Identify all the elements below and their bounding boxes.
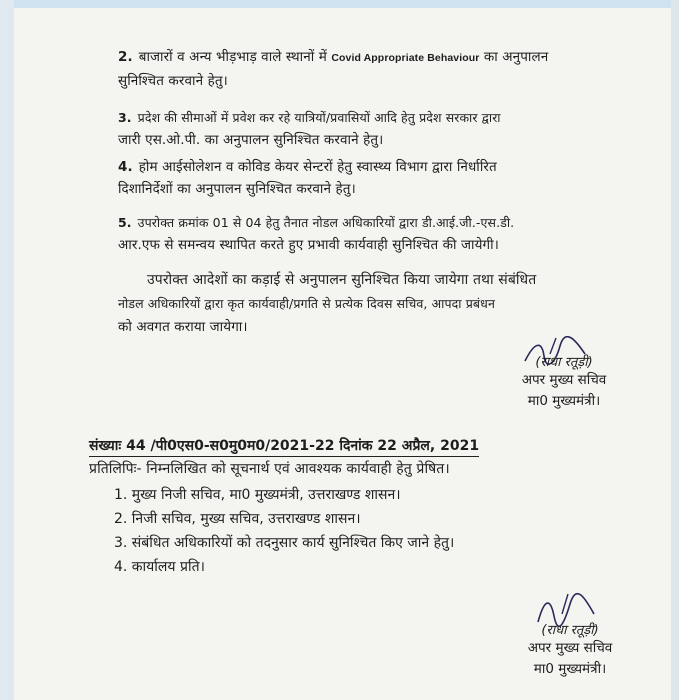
signature-2-office: मा0 मुख्यमंत्री। (533, 661, 607, 677)
copy-list-item-3: 3. संबंधित अधिकारियों को तदनुसार कार्य सुनिश्चित किए जाने हेतु। (114, 535, 455, 551)
closing-line-3: को अवगत कराया जायेगा। (118, 319, 248, 335)
point-5-text: उपरोक्त क्रमांक 01 से 04 हेतु तैनात नोडल अधिकारियों द्वारा डी.आई.जी.-एस.डी. (137, 215, 515, 230)
copy-list-item-1: 1. मुख्य निजी सचिव, मा0 मुख्यमंत्री, उत्तराखण्ड शासन। (114, 487, 401, 503)
point-5-number: 5. (118, 215, 132, 230)
point-3-number: 3. (118, 110, 132, 125)
signature-2-title: अपर मुख्य सचिव (527, 640, 613, 656)
photo-border-left (0, 0, 14, 700)
reference-number-line: संख्याः 44 /पी0एस0-स0मु0म0/2021-22 दिनांक 22 अप्रैल, 2021 (89, 436, 479, 457)
point-2-text-pre: बाजारों व अन्य भीड़भाड़ वाले स्थानों में (138, 49, 327, 65)
signature-1-office: मा0 मुख्यमंत्री। (527, 393, 601, 409)
copy-intro: प्रतिलिपिः- निम्नलिखित को सूचनार्थ एवं आवश्यक कार्यवाही हेतु प्रेषित। (89, 461, 450, 477)
point-3-text: प्रदेश की सीमाओं में प्रवेश कर रहे यात्रियों/प्रवासियों आदि हेतु प्रदेश सरकार द्वारा (137, 110, 501, 125)
point-3-line-1 (118, 109, 501, 127)
point-3-line-2: जारी एस.ओ.पी. का अनुपालन सुनिश्चित करवाने हेतु। (118, 132, 384, 148)
closing-line-2: नोडल अधिकारियों द्वारा कृत कार्यवाही/प्रगति से प्रत्येक दिवस सचिव, आपदा प्रबंधन (118, 296, 495, 311)
photo-border-top (0, 0, 679, 8)
signature-2-name: (राधा रतूड़ी) (541, 623, 599, 638)
point-4-number: 4. (118, 159, 133, 175)
point-4-line-1 (118, 158, 497, 176)
signature-1-name: (राधा रतूड़ी) (535, 355, 593, 370)
point-2-latin-phrase: Covid Appropriate Behaviour (331, 52, 480, 64)
closing-line-1: उपरोक्त आदेशों का कड़ाई से अनुपालन सुनिश्चित किया जायेगा तथा संबंधित (147, 272, 537, 288)
point-2-text-post: का अनुपालन (483, 49, 549, 65)
point-4-text: होम आईसोलेशन व कोविड केयर सेन्टरों हेतु स्वास्थ्य विभाग द्वारा निर्धारित (138, 159, 497, 175)
copy-list-item-4: 4. कार्यालय प्रति। (114, 559, 205, 575)
copy-list-item-2: 2. निजी सचिव, मुख्य सचिव, उत्तराखण्ड शासन। (114, 511, 361, 527)
point-2-number: 2. (118, 49, 133, 65)
point-2-line-1 (118, 48, 548, 67)
photo-border-right (671, 0, 679, 700)
point-5-line-2: आर.एफ से समन्वय स्थापित करते हुए प्रभावी कार्यवाही सुनिश्चित की जायेगी। (118, 237, 499, 253)
point-5-line-1 (118, 214, 514, 232)
point-4-line-2: दिशानिर्देशों का अनुपालन सुनिश्चित करवाने हेतु। (118, 181, 356, 197)
point-2-line-2: सुनिश्चित करवाने हेतु। (118, 73, 228, 89)
signature-1-block (494, 352, 634, 412)
signature-2-block (500, 620, 640, 680)
signature-1-title: अपर मुख्य सचिव (521, 372, 607, 388)
